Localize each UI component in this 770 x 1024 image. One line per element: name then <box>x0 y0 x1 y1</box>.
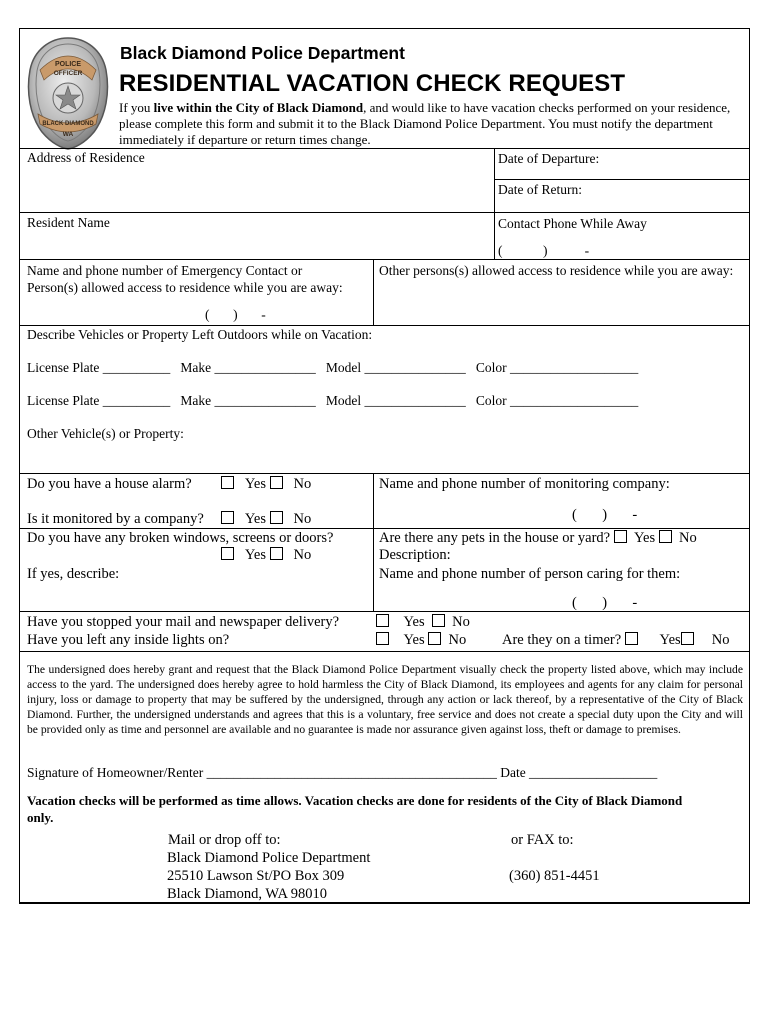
house-alarm-options <box>221 476 311 493</box>
lights-no-checkbox[interactable] <box>428 632 441 645</box>
lights-options <box>376 632 466 649</box>
windows-no-label: No <box>293 547 312 563</box>
mail-yes-label: Yes <box>403 614 425 630</box>
emergency-contact-line1: Name and phone number of Emergency Contact or <box>27 263 303 278</box>
broken-windows-question: Do you have any broken windows, screens or doors? <box>27 530 334 546</box>
mailing-address-line2: 25510 Lawson St/PO Box 309 <box>167 868 345 884</box>
pets-question <box>379 530 697 547</box>
timer-question-text: Are they on a timer? <box>502 632 622 648</box>
monitored-options <box>221 511 311 528</box>
alarm-yes-checkbox[interactable] <box>221 476 234 489</box>
vehicle-row-1: License Plate __________ Make _______________ Model _______________ Color ___________________ <box>27 360 639 375</box>
fax-label: or FAX to: <box>511 832 574 848</box>
monitoring-phone-format: ( ) - <box>572 507 638 523</box>
grid-line <box>373 473 374 611</box>
frame-left <box>19 28 20 903</box>
other-vehicles-label: Other Vehicle(s) or Property: <box>27 426 184 441</box>
pet-caretaker-label: Name and phone number of person caring for them: <box>379 566 681 582</box>
alarm-yes-label: Yes <box>244 476 266 492</box>
monitored-yes-checkbox[interactable] <box>221 511 234 524</box>
intro-pre: If you <box>119 100 154 115</box>
notice-line1: Vacation checks will be performed as time allows. Vacation checks are done for residents of the City of Black Diamond <box>27 793 683 808</box>
lights-question: Have you left any inside lights on? <box>27 632 230 648</box>
house-alarm-text: Do you have a house alarm? <box>27 476 192 492</box>
windows-yes-checkbox[interactable] <box>221 547 234 560</box>
fax-number: (360) 851-4451 <box>509 868 600 884</box>
windows-describe-label: If yes, describe: <box>27 566 120 582</box>
lights-yes-checkbox[interactable] <box>376 632 389 645</box>
pets-yes-checkbox[interactable] <box>614 530 627 543</box>
grid-line <box>373 259 374 325</box>
frame-top <box>19 28 750 29</box>
pets-no-label: No <box>678 530 697 546</box>
grid-line <box>19 651 750 652</box>
mail-no-checkbox[interactable] <box>432 614 445 627</box>
hold-harmless-agreement: The undersigned does hereby grant and request that the Black Diamond Police Department visually check the property listed above, which may include access to the yard. The undersigned does hereby agree to hold harmless the City of Black Diamond, its employees and agents for any claim for personal injury, loss or damage to property that may be suffered by the undersigned, through any action or lack thereof, by a representative of the City of Black Diamond. Further, the undersigned understands and agrees that this is a voluntary, free service and does not create a special duty upon the City and will be provided only as time and personnel are available and no guarantee is made nor assurance given against loss, theft or damage to premises. <box>27 663 743 736</box>
monitored-no-checkbox[interactable] <box>270 511 283 524</box>
emergency-contact-line2: Person(s) allowed access to residence while you are away: <box>27 280 343 295</box>
contact-phone-format: ( ) - <box>498 243 590 258</box>
intro-text <box>119 100 737 148</box>
monitored-question: Is it monitored by a company? <box>27 511 204 527</box>
other-persons-label: Other persons(s) allowed access to residence while you are away: <box>379 263 734 278</box>
caretaker-phone-format: ( ) - <box>572 595 638 611</box>
grid-line <box>494 179 750 180</box>
emergency-phone-format: ( ) - <box>205 307 266 322</box>
address-label: Address of Residence <box>27 150 145 165</box>
grid-line <box>19 473 750 474</box>
frame-right <box>749 28 750 903</box>
mail-yes-checkbox[interactable] <box>376 614 389 627</box>
page-title: RESIDENTIAL VACATION CHECK REQUEST <box>119 70 626 97</box>
svg-text:OFFICER: OFFICER <box>53 70 83 77</box>
alarm-no-checkbox[interactable] <box>270 476 283 489</box>
grid-line <box>494 148 495 260</box>
departure-label: Date of Departure: <box>498 151 600 166</box>
mail-no-label: No <box>452 614 470 630</box>
grid-line <box>19 325 750 326</box>
monitored-no-label: No <box>293 511 312 527</box>
lights-yes-label: Yes <box>403 632 425 648</box>
pets-no-checkbox[interactable] <box>659 530 672 543</box>
pets-description-label: Description: <box>379 547 451 563</box>
monitoring-company-label: Name and phone number of monitoring company: <box>379 476 670 492</box>
grid-line <box>19 148 750 149</box>
timer-yes-label: Yes <box>659 632 681 648</box>
vehicles-heading: Describe Vehicles or Property Left Outdoors while on Vacation: <box>27 327 373 342</box>
monitored-yes-label: Yes <box>244 511 266 527</box>
department-name: Black Diamond Police Department <box>120 43 405 63</box>
grid-line <box>19 528 750 529</box>
house-alarm-question <box>27 476 192 493</box>
vehicle-row-2: License Plate __________ Make _______________ Model _______________ Color ___________________ <box>27 393 639 408</box>
windows-yes-label: Yes <box>244 547 266 563</box>
frame-bottom <box>19 902 750 904</box>
svg-text:POLICE: POLICE <box>54 61 82 68</box>
svg-text:WA: WA <box>62 131 74 138</box>
lights-no-label: No <box>448 632 467 648</box>
intro-bold: live within the City of Black Diamond <box>153 100 364 115</box>
return-label: Date of Return: <box>498 182 582 197</box>
pets-yes-label: Yes <box>633 530 656 546</box>
broken-windows-options <box>221 547 311 564</box>
grid-line <box>19 611 750 612</box>
mailing-address-line3: Black Diamond, WA 98010 <box>167 886 328 902</box>
timer-no-checkbox[interactable] <box>681 632 694 645</box>
alarm-no-label: No <box>293 476 312 492</box>
timer-yes-checkbox[interactable] <box>625 632 638 645</box>
pets-question-text: Are there any pets in the house or yard? <box>379 530 611 546</box>
timer-no-label: No <box>711 632 730 648</box>
mail-stopped-options <box>376 614 470 631</box>
windows-no-checkbox[interactable] <box>270 547 283 560</box>
signature-line: Signature of Homeowner/Renter ___________________________________________ Date ___________________ <box>27 765 658 780</box>
contact-phone-label: Contact Phone While Away <box>498 216 647 231</box>
timer-question <box>502 632 730 649</box>
resident-name-label: Resident Name <box>27 215 110 230</box>
police-badge-logo <box>26 36 110 151</box>
notice-line2: only. <box>27 810 54 825</box>
grid-line <box>19 259 750 260</box>
grid-line <box>19 212 750 213</box>
intro-post: , and would like to have vacation checks performed on your residence, please complete this form and submit it to the Black Diamond Police Department. You must notify the department immediately if departure or return times change. <box>119 100 731 147</box>
mailing-address-line1: Black Diamond Police Department <box>167 850 371 866</box>
mail-drop-label: Mail or drop off to: <box>168 832 281 848</box>
svg-text:BLACK DIAMOND: BLACK DIAMOND <box>42 121 94 127</box>
mail-stopped-question: Have you stopped your mail and newspaper delivery? <box>27 614 340 630</box>
